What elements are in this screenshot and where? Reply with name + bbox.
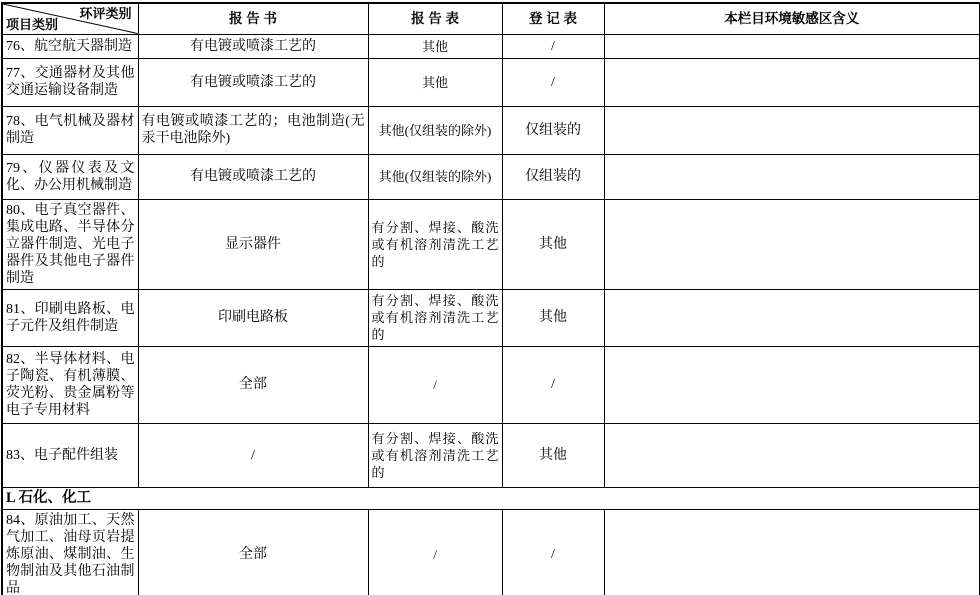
registration-form-cell: 仅组装的 [502,154,604,199]
registration-form-cell: / [502,346,604,423]
table-row-76 [2,34,980,58]
header-row [2,3,980,34]
report-book-cell: 全部 [138,346,368,423]
table-row-80 [2,199,980,289]
report-form-cell: / [368,509,502,595]
report-form-cell: / [368,346,502,423]
report-form-cell: 其他 [368,58,502,106]
sensitive-area-cell [604,289,980,346]
report-form-cell: 有分割、焊接、酸洗或有机溶剂清洗工艺的 [368,423,502,487]
diagonal-header-cell [2,3,138,34]
category-cell: 80、电子真空器件、集成电路、半导体分立器件制造、光电子器件及其他电子器件制造 [2,199,138,289]
registration-form-cell: 仅组装的 [502,106,604,154]
sensitive-area-cell [604,34,980,58]
category-cell: 76、航空航天器制造 [2,34,138,58]
category-cell: 78、电气机械及器材制造 [2,106,138,154]
col-header-sensitive-area: 本栏目环境敏感区含义 [604,3,980,34]
registration-form-cell: 其他 [502,199,604,289]
table-row-82 [2,346,980,423]
table-row-81 [2,289,980,346]
section-header: L 石化、化工 [2,487,980,509]
col-header-report-book: 报 告 书 [138,3,368,34]
sensitive-area-cell [604,423,980,487]
sensitive-area-cell [604,346,980,423]
category-cell: 83、电子配件组装 [2,423,138,487]
report-book-cell: 显示器件 [138,199,368,289]
col-header-report-form: 报 告 表 [368,3,502,34]
report-book-cell: 有电镀或喷漆工艺的 [138,154,368,199]
table-row-79 [2,154,980,199]
category-cell: 79、仪器仪表及文化、办公用机械制造 [2,154,138,199]
report-form-cell: 有分割、焊接、酸洗或有机溶剂清洗工艺的 [368,289,502,346]
sensitive-area-cell [604,199,980,289]
header-eia-category-label: 环评类别 [79,6,132,21]
table-row-84 [2,509,980,595]
header-project-category-label: 项目类别 [6,16,59,32]
report-form-cell: 其他(仅组装的除外) [368,154,502,199]
report-form-cell: 其他(仅组装的除外) [368,106,502,154]
category-cell: 84、原油加工、天然气加工、油母页岩提炼原油、煤制油、生物制油及其他石油制品 [2,509,138,595]
report-book-cell: 有电镀或喷漆工艺的 [138,58,368,106]
sensitive-area-cell [604,509,980,595]
table-row-83 [2,423,980,487]
sensitive-area-cell [604,154,980,199]
table-row-L [2,487,980,509]
report-book-cell: 全部 [138,509,368,595]
category-cell: 77、交通器材及其他交通运输设备制造 [2,58,138,106]
category-cell: 81、印刷电路板、电子元件及组件制造 [2,289,138,346]
eia-category-table [1,2,980,595]
report-book-cell: / [138,423,368,487]
report-book-cell: 有电镀或喷漆工艺的；电池制造(无汞干电池除外) [138,106,368,154]
report-book-cell: 有电镀或喷漆工艺的 [138,34,368,58]
registration-form-cell: / [502,58,604,106]
table-row-77 [2,58,980,106]
col-header-registration-form: 登 记 表 [502,3,604,34]
report-book-cell: 印刷电路板 [138,289,368,346]
sensitive-area-cell [604,106,980,154]
registration-form-cell: / [502,34,604,58]
report-form-cell: 其他 [368,34,502,58]
category-cell: 82、半导体材料、电子陶瓷、有机薄膜、荧光粉、贵金属粉等电子专用材料 [2,346,138,423]
sensitive-area-cell [604,58,980,106]
report-form-cell: 有分割、焊接、酸洗或有机溶剂清洗工艺的 [368,199,502,289]
table-row-78 [2,106,980,154]
registration-form-cell: 其他 [502,289,604,346]
registration-form-cell: / [502,509,604,595]
registration-form-cell: 其他 [502,423,604,487]
